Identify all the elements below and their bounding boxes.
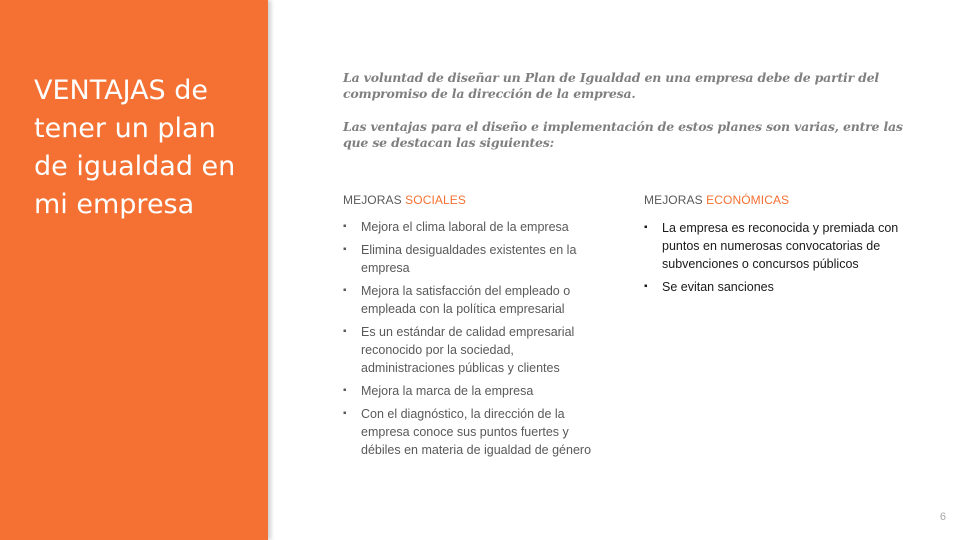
slide-title: VENTAJAS de tener un plan de igualdad en mi empresa — [34, 75, 236, 220]
bullet-icon: ▪ — [343, 285, 347, 296]
social-benefits-list — [343, 218, 601, 464]
page-number: 6 — [939, 511, 946, 523]
intro-paragraph-1: La voluntad de diseñar un Plan de Igualdad en una empresa debe de partir del compromiso de la dirección de la empresa. — [343, 70, 879, 101]
intro-paragraph-2: Las ventajas para el diseño e implementación de estos planes son varias, entre las que se destacan las siguientes: — [343, 119, 903, 150]
social-heading-highlight: SOCIALES — [405, 193, 466, 207]
economic-heading-highlight: ECONÓMICAS — [706, 193, 790, 207]
list-item: ▪ Elimina desigualdades existentes en la empresa — [343, 243, 577, 275]
list-item: ▪ Con el diagnóstico, la dirección de la empresa conoce sus puntos fuertes y débiles en materia de igualdad de género — [343, 407, 592, 457]
social-heading — [343, 193, 466, 207]
economic-heading-prefix: MEJORAS — [644, 193, 707, 207]
economic-benefits-list — [644, 219, 912, 301]
list-item: ▪ Se evitan sanciones — [644, 280, 774, 294]
bullet-icon: ▪ — [343, 326, 347, 337]
intro-text — [343, 70, 908, 168]
bullet-icon: ▪ — [343, 408, 347, 419]
side-panel — [0, 0, 268, 540]
list-item: ▪ Es un estándar de calidad empresarial reconocido por la sociedad, administraciones públicas y clientes — [343, 325, 575, 375]
bullet-icon: ▪ — [343, 244, 347, 255]
bullet-icon: ▪ — [343, 221, 347, 232]
bullet-icon: ▪ — [644, 222, 648, 233]
bullet-icon: ▪ — [644, 281, 648, 292]
list-item: ▪ Mejora la satisfacción del empleado o empleada con la política empresarial — [343, 284, 571, 316]
list-item: ▪ Mejora el clima laboral de la empresa — [343, 220, 569, 234]
list-item: ▪ Mejora la marca de la empresa — [343, 384, 534, 398]
bullet-icon: ▪ — [343, 385, 347, 396]
social-heading-prefix: MEJORAS — [343, 193, 406, 207]
economic-heading — [644, 193, 789, 207]
list-item: ▪ La empresa es reconocida y premiada con puntos en numerosas convocatorias de subvenciones o concursos públicos — [644, 221, 899, 271]
